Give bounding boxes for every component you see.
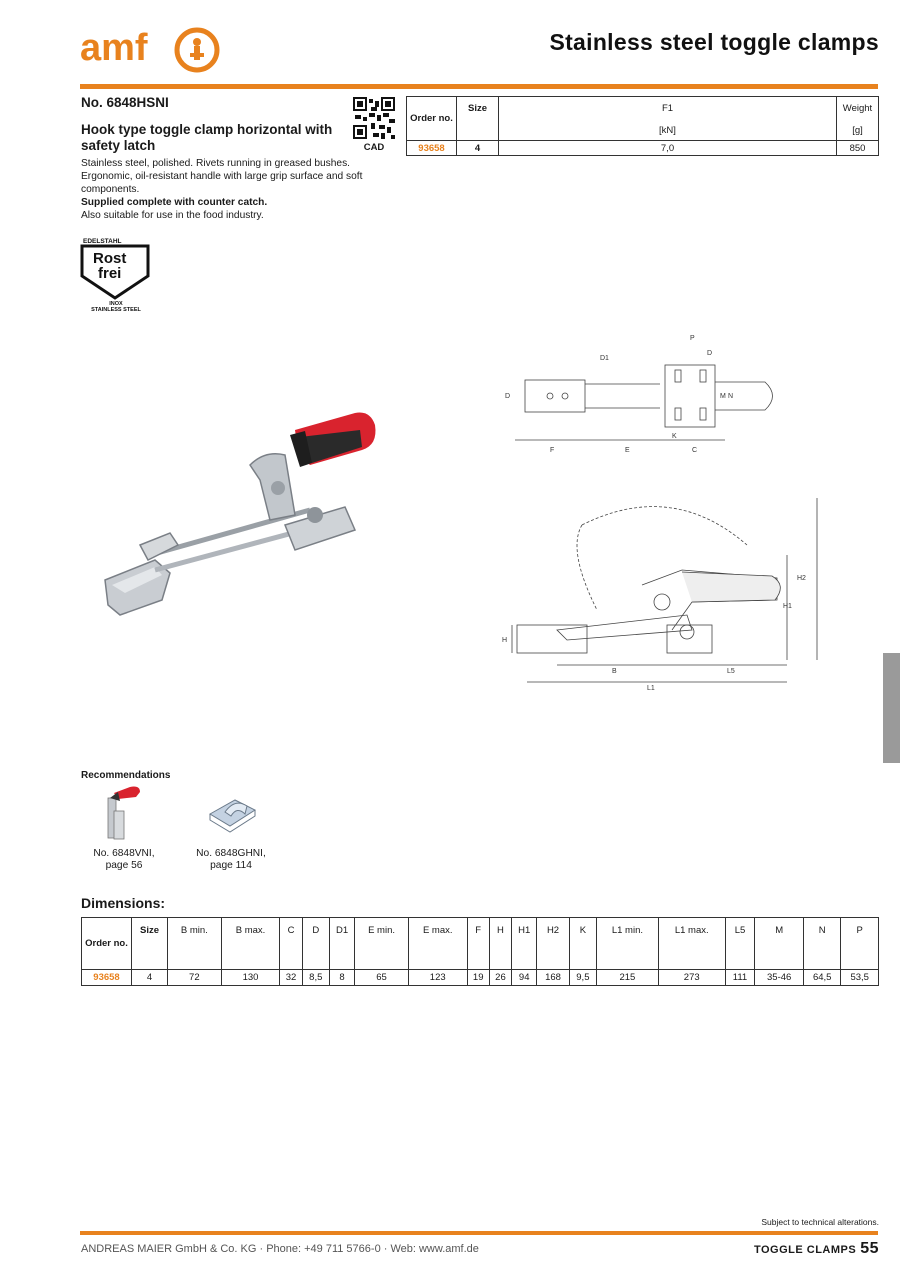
f1-header: F1 [499,97,837,121]
dim-header-p: P [841,918,879,970]
dim-header-bmin: B min. [168,918,222,970]
dim-size: 4 [132,970,168,986]
recommendations-title: Recommendations [81,770,171,781]
desc-line-2: Supplied complete with counter catch. [81,197,268,208]
f1-value: 7,0 [499,141,837,156]
dim-header-n: N [803,918,840,970]
dim-header-c: C [280,918,302,970]
label-C: C [692,447,698,454]
dim-bmax: 130 [221,970,280,986]
bottom-divider [80,1231,878,1235]
label-P: P [690,335,695,342]
weight-unit: [g] [837,121,879,141]
dim-h2: 168 [537,970,569,986]
label-H1: H1 [783,603,792,610]
label-N: N [728,393,734,400]
label-M: M [720,393,726,400]
badge-line1: Rost [93,250,127,267]
dim-header-h: H [489,918,511,970]
qr-code-icon[interactable] [353,97,395,139]
recommendation-2-caption[interactable] [188,848,274,872]
dimensions-table [81,917,879,986]
size-header: Size [457,97,499,141]
dim-order-number[interactable]: 93658 [82,970,132,986]
dim-n: 64,5 [803,970,840,986]
footer-section-label: TOGGLE CLAMPS [753,1244,857,1256]
product-number: No. 6848HSNI [81,95,169,110]
dim-m: 35-46 [755,970,804,986]
side-view-drawing [497,490,806,695]
page-title: Stainless steel toggle clamps [549,29,879,55]
weight-header: Weight [837,97,879,121]
dim-l1max: 273 [658,970,725,986]
dim-p: 53,5 [841,970,879,986]
size-value: 4 [457,141,499,156]
dim-emax: 123 [408,970,467,986]
label-K: K [672,433,677,440]
dim-c: 32 [280,970,302,986]
dim-emin: 65 [355,970,409,986]
label-D-right: D [707,350,713,357]
recommendation-1-page: page 56 [105,860,143,871]
desc-line-1: Stainless steel, polished. Rivets running in greased bushes. Ergonomic, oil-resistant handle with large grip surface and soft components. [81,158,363,195]
dim-header-l1min: L1 min. [597,918,659,970]
f1-unit: [kN] [499,121,837,141]
label-H2: H2 [797,575,806,582]
dim-header-k: K [569,918,596,970]
desc-line-3: Also suitable for use in the food industry. [81,210,264,221]
dim-header-emin: E min. [355,918,409,970]
label-L1: L1 [647,685,655,692]
order-number[interactable]: 93658 [407,141,457,156]
dim-header-h2: H2 [537,918,569,970]
label-B: B [612,668,617,675]
brand-text: amf [80,27,148,69]
dim-header-l1max: L1 max. [658,918,725,970]
top-view-drawing [500,330,734,460]
dim-header-size: Size [132,918,168,970]
recommendation-2-page: page 114 [210,860,252,871]
dim-l5: 111 [725,970,755,986]
footer-company: ANDREAS MAIER GmbH & Co. KG · Phone: +49 711 5766-0 · Web: www.amf.de [81,1243,479,1255]
dim-header-bmax: B max. [221,918,280,970]
recommendation-6848ghni-image[interactable] [205,792,260,832]
product-heading: Hook type toggle clamp horizontal with safety latch [81,122,333,153]
label-D-left: D [505,393,511,400]
dim-k: 9,5 [569,970,596,986]
label-F: F [550,447,555,454]
dim-header-m: M [755,918,804,970]
badge-top-text: EDELSTAHL [83,238,122,245]
page-number: 55 [860,1240,879,1257]
badge-bottom2: STAINLESS STEEL [91,307,141,313]
dim-h: 26 [489,970,511,986]
dim-header-emax: E max. [408,918,467,970]
footer-note: Subject to technical alterations. [761,1217,879,1227]
dim-d: 8,5 [302,970,329,986]
dim-header-d1: D1 [329,918,354,970]
footer-section [754,1240,879,1258]
dim-f: 19 [467,970,489,986]
dim-l1min: 215 [597,970,659,986]
order-header: Order no. [407,97,457,141]
recommendation-6848vni-image[interactable] [100,783,145,843]
section-side-tab [883,653,900,763]
amf-logo [80,26,220,74]
dimensions-title: Dimensions: [81,895,166,911]
dim-header-order: Order no. [82,918,132,970]
label-L5: L5 [727,668,735,675]
dim-header-l5: L5 [725,918,755,970]
rostfrei-badge [80,236,152,312]
order-table [406,96,879,156]
dim-bmin: 72 [168,970,222,986]
label-E: E [625,447,630,454]
badge-line2: frei [98,265,122,282]
dim-header-h1: H1 [512,918,537,970]
dim-header-d: D [302,918,329,970]
recommendation-1-name: No. 6848VNI, [93,848,155,859]
table-row [82,970,879,986]
badge-bottom1: INOX [109,301,123,307]
table-header-row [82,918,879,970]
recommendation-2-name: No. 6848GHNI, [196,848,266,859]
dim-h1: 94 [512,970,537,986]
dim-header-f: F [467,918,489,970]
cad-label: CAD [363,142,385,153]
label-H: H [502,637,508,644]
product-photo [100,395,430,625]
product-description [81,157,366,222]
top-divider [80,84,878,89]
table-row [407,141,879,156]
dim-d1: 8 [329,970,354,986]
weight-value: 850 [837,141,879,156]
recommendation-1-caption[interactable] [81,848,167,872]
label-D1: D1 [600,355,609,362]
